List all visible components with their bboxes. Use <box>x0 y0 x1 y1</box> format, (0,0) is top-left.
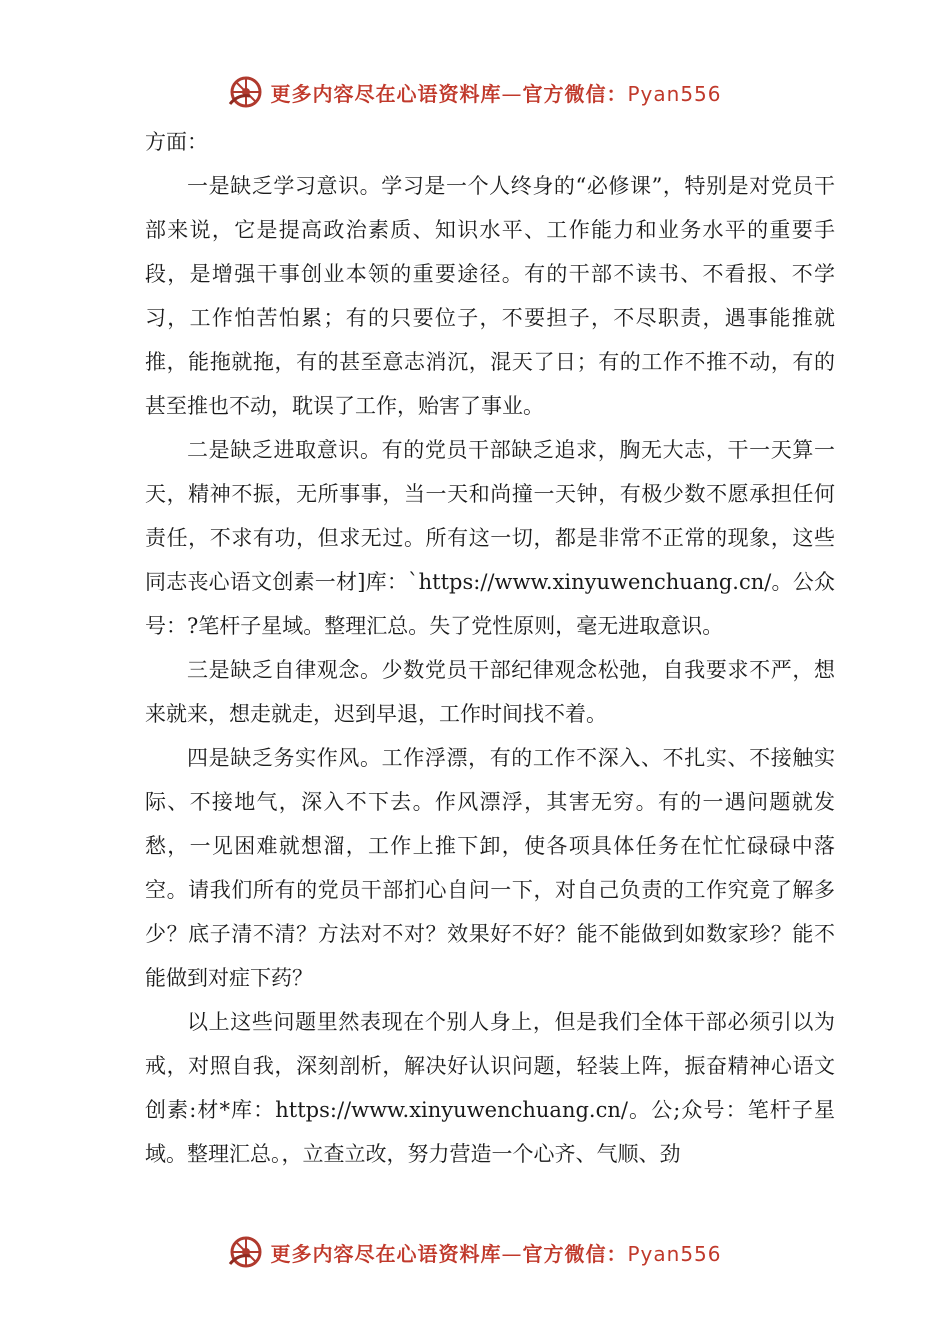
watermark-suffix: 官方微信： <box>522 1241 628 1266</box>
header-watermark <box>0 70 950 114</box>
paragraph-enterprise: 二是缺乏进取意识。有的党员干部缺乏追求，胸无大志，干一天算一天，精神不振，无所事事，当一天和尚撞一天钟，有极少数不愿承担任何责任，不求有功，但求无过。所有这一切，都是非常不正常的现象，这些同志丧心语文创素一材]库：`https://www.xinyuwenchuang.cn/。公众号：?笔杆子星域。整理汇总。失了党性原则，毫无进取意识。 <box>145 438 835 638</box>
paragraph-discipline: 三是缺乏自律观念。少数党员干部纪律观念松弛，自我要求不严，想来就来，想走就走，迟到早退，工作时间找不着。 <box>145 658 835 726</box>
paragraph-heading-continuation: 方面： <box>145 130 208 154</box>
paragraph-conclusion: 以上这些问题里然表现在个别人身上，但是我们全体干部必须引以为戒，对照自我，深刻剖析，解决好认识问题，轻装上阵，振奋精神心语文创素:材*库：https://www.xinyuwenchuang.cn/。公;众号：笔杆子星域。整理汇总。，立查立改，努力营造一个心齐、气顺、劲 <box>145 1010 835 1166</box>
watermark-suffix: 官方微信： <box>522 81 628 106</box>
paragraph-learning: 一是缺乏学习意识。学习是一个人终身的“必修课”，特别是对党员干部来说，它是提高政治素质、知识水平、工作能力和业务水平的重要手段，是增强干事创业本领的重要途径。有的干部不读书、不看报、不学习，工作怕苦怕累；有的只要位子，不要担子，不尽职责，遇事能推就推，能拖就拖，有的甚至意志消沉，混天了日；有的工作不推不动，有的甚至推也不动，耽误了工作，贻害了事业。 <box>145 174 835 418</box>
watermark-account: Pyan556 <box>627 1241 722 1266</box>
watermark-main: 更多内容尽在心语资料库 <box>270 1241 502 1266</box>
wheel-logo-icon <box>228 74 264 110</box>
wheel-logo-icon <box>228 1234 264 1270</box>
watermark-account: Pyan556 <box>627 81 722 106</box>
paragraph-pragmatic: 四是缺乏务实作风。工作浮漂，有的工作不深入、不扎实、不接触实际、不接地气，深入不下去。作风漂浮，其害无穷。有的一遇问题就发愁，一见困难就想溜，工作上推下卸，使各项具体任务在忙忙碌碌中落空。请我们所有的党员干部扪心自问一下，对自己负责的工作究竟了解多少？底子清不清？方法对不对？效果好不好？能不能做到如数家珍？能不能做到对症下药？ <box>145 746 835 990</box>
watermark-text <box>270 1238 721 1267</box>
watermark-main: 更多内容尽在心语资料库 <box>270 81 502 106</box>
watermark-text <box>270 78 721 107</box>
watermark-separator: — <box>501 1241 523 1266</box>
footer-watermark <box>0 1230 950 1274</box>
document-body <box>145 120 835 1176</box>
watermark-separator: — <box>501 81 523 106</box>
